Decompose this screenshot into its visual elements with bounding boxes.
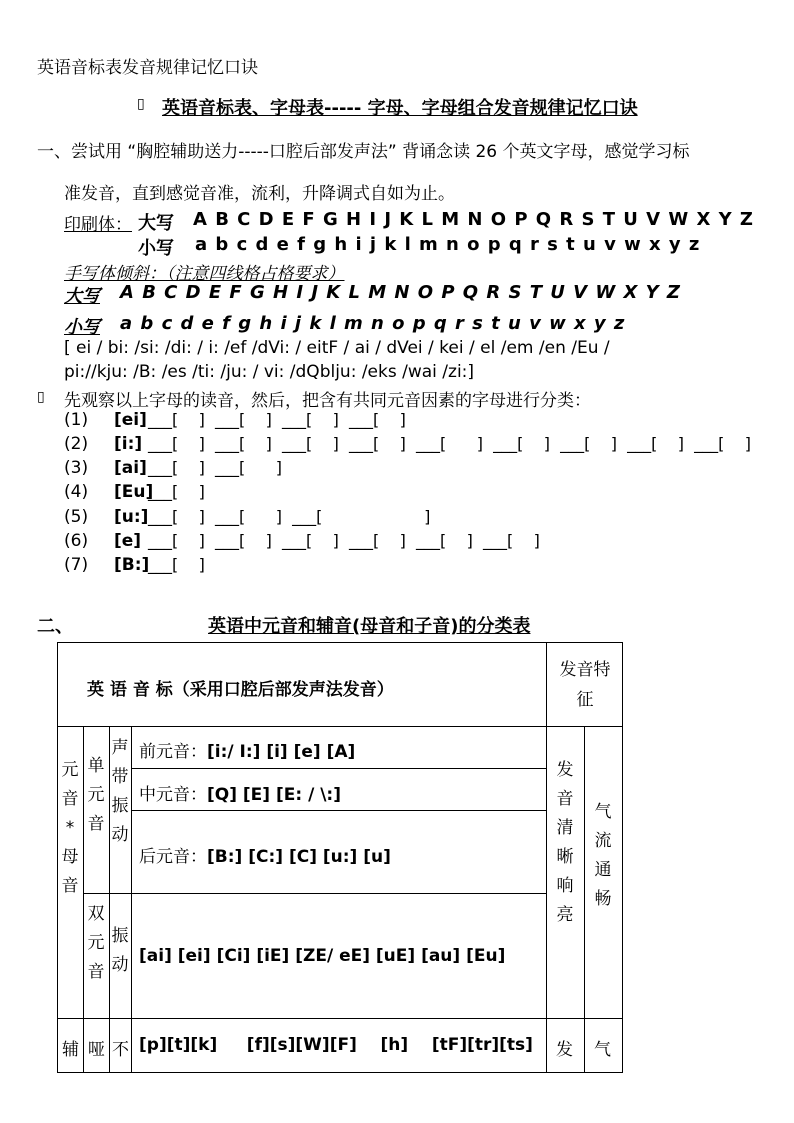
group-sound: [u:] [114, 507, 149, 527]
print-label: 印刷体： [64, 215, 132, 235]
group-number: (7) [64, 555, 89, 575]
hw-upper-letters: A B C D E F G H I J K L M N O P Q R S T U V W X Y Z [120, 282, 680, 303]
col-vowel-label: 元音*母音 [61, 760, 79, 896]
group-sound: [ai] [114, 458, 147, 478]
consonant-label: 辅 [62, 1040, 79, 1060]
upper-letters: A B C D E F G H I J K L M N O P Q R S T U V W X Y Z [193, 209, 753, 230]
group-blanks: ___[ ] ___[ ] ___[ ] [148, 507, 431, 526]
group-blanks: ___[ ] ___[ ] [148, 458, 282, 477]
table-header-main: 英 语 音 标（采用口腔后部发声法发音） [87, 680, 394, 700]
bullet-icon: ▯ [37, 389, 45, 405]
hw-upper-label: 大写 [64, 286, 100, 307]
document-header: 英语音标表发音规律记忆口诀 [37, 58, 258, 78]
group-blanks: ___[ ] [148, 482, 205, 501]
consonant-feature2: 气 [594, 1040, 611, 1060]
lower-letters: a b c d e f g h i j k l m n o p q r s t u v w x y z [195, 234, 700, 255]
group-sound: [ei] [114, 410, 147, 430]
mid-vowels: 中元音：[Q] [E] [E: / \:] [139, 785, 341, 805]
document-title: 英语音标表、字母表----- 字母、字母组合发音规律记忆口诀 [162, 98, 638, 119]
col-monophthong-label: 单元音 [87, 756, 105, 834]
group-sound: [B:] [114, 555, 150, 575]
para1-line2: 准发音，直到感觉音准，流利，升降调式自如为止。 [64, 184, 455, 204]
consonant-symbols: [p][t][k] [f][s][W][F] [h] [tF][tr][ts] [139, 1035, 533, 1055]
group-number: (3) [64, 458, 89, 478]
group-number: (2) [64, 434, 89, 454]
feature-clear: 发音清晰响亮 [556, 760, 574, 925]
group-number: (5) [64, 507, 89, 527]
front-vowels: 前元音：[i:/ I:] [i] [e] [A] [139, 742, 356, 762]
group-blanks: ___[ ] [148, 555, 205, 574]
group-blanks: ___[ ] ___[ ] ___[ ] ___[ ] ___[ ] ___[ ] ___[ ] ___[ ] ___[ ] [148, 434, 751, 453]
title-icon: ▯ [137, 96, 145, 112]
col-voiced-label: 声带振动 [111, 738, 129, 845]
group-blanks: ___[ ] ___[ ] ___[ ] ___[ ] ___[ ] ___[ ] [148, 531, 540, 550]
phonetic-line2: pi://kju: /B: /es /ti: /ju: / vi: /dQblju: /eks /wai /zi:] [64, 362, 475, 382]
lower-label: 小写 [138, 238, 174, 259]
upper-label: 大写 [138, 213, 174, 234]
group-number: (1) [64, 410, 89, 430]
section2-number: 二、 [37, 616, 73, 637]
hw-lower-label: 小写 [64, 317, 100, 338]
back-vowels: 后元音：[B:] [C:] [C] [u:] [u] [139, 847, 391, 867]
feature-airflow: 气流通畅 [594, 802, 612, 909]
group-number: (4) [64, 482, 89, 502]
not-label: 不 [112, 1040, 129, 1060]
group-number: (6) [64, 531, 89, 551]
section2-title: 英语中元音和辅音(母音和子音)的分类表 [208, 616, 531, 637]
col-diphthong-label: 双元音 [87, 904, 105, 982]
phonetic-line1: [ ei / bi: /si: /di: / i: /ef /dVi: / eitF / ai / dVei / kei / el /em /en /Eu / [64, 338, 610, 358]
consonant-feature1: 发 [556, 1040, 573, 1060]
group-sound: [e] [114, 531, 142, 551]
group-blanks: ___[ ] ___[ ] ___[ ] ___[ ] [148, 410, 406, 429]
diphthongs: [ai] [ei] [Ci] [iE] [ZE/ eE] [uE] [au] [Eu] [139, 946, 506, 966]
table-header-feature: 发音特征 [559, 660, 611, 710]
handwrite-label: 手写体倾斜：（注意四线格占格要求） [64, 264, 345, 284]
instruction-text: 先观察以上字母的读音，然后，把含有共同元音因素的字母进行分类： [64, 391, 591, 411]
group-sound: [Eu] [114, 482, 154, 502]
voiceless-label: 哑 [88, 1040, 105, 1060]
group-sound: [i:] [114, 434, 143, 454]
col-vibrate-label: 振动 [111, 926, 129, 975]
hw-lower-letters: a b c d e f g h i j k l m n o p q r s t u v w x y z [120, 313, 625, 334]
para1-line1: 一、尝试用 “胸腔辅助送力-----口腔后部发声法” 背诵念读 26 个英文字母，感觉学习标 [37, 142, 690, 162]
